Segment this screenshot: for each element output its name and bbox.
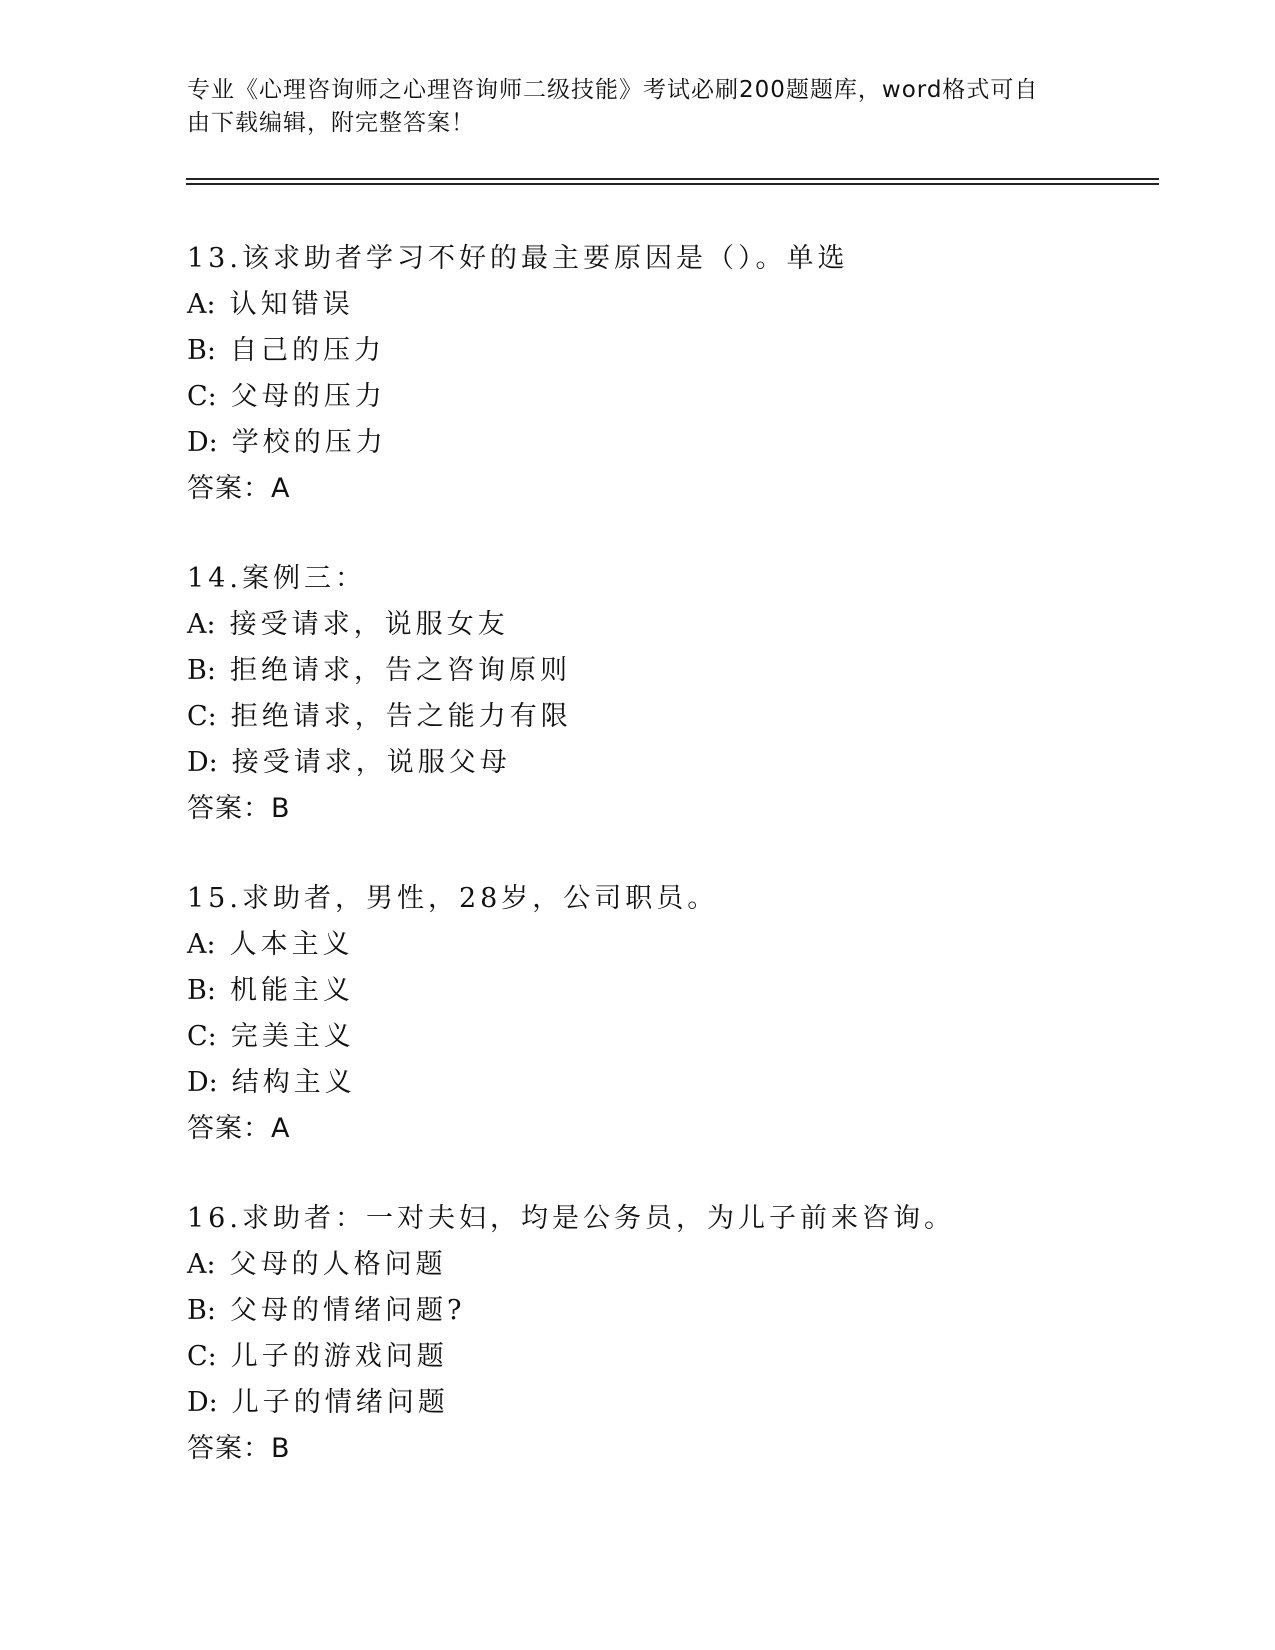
option-letter: B: bbox=[187, 655, 216, 686]
option-letter: D: bbox=[187, 747, 218, 778]
question-stem: 15.求助者，男性，28岁，公司职员。 bbox=[187, 883, 719, 914]
option-letter: D: bbox=[187, 427, 218, 458]
header-divider-bottom bbox=[186, 183, 1159, 185]
answer-line: 答案：B bbox=[187, 1433, 291, 1464]
option-text: 父母的情绪问题? bbox=[229, 1295, 466, 1326]
option-text: 机能主义 bbox=[229, 975, 354, 1006]
option-c bbox=[187, 1334, 1167, 1380]
option-letter: A: bbox=[187, 289, 216, 320]
answer-line: 答案：B bbox=[187, 793, 291, 824]
option-d bbox=[187, 420, 1167, 466]
question-16 bbox=[187, 1196, 1167, 1472]
option-text: 学校的压力 bbox=[231, 427, 387, 458]
question-stem: 13.该求助者学习不好的最主要原因是（）。单选 bbox=[187, 243, 849, 274]
option-c bbox=[187, 1014, 1167, 1060]
option-d bbox=[187, 740, 1167, 786]
option-text: 父母的人格问题 bbox=[229, 1249, 447, 1280]
question-stem: 14.案例三： bbox=[187, 563, 366, 594]
option-text: 接受请求，说服女友 bbox=[229, 609, 509, 640]
option-letter: C: bbox=[187, 701, 217, 732]
question-13 bbox=[187, 236, 1167, 512]
header-line-1: 专业《心理咨询师之心理咨询师二级技能》考试必刷200题题库，word格式可自 bbox=[187, 77, 1039, 103]
option-letter: A: bbox=[187, 1249, 216, 1280]
option-letter: C: bbox=[187, 381, 217, 412]
header-line-2: 由下载编辑，附完整答案！ bbox=[187, 110, 475, 136]
answer-line: 答案：A bbox=[187, 473, 291, 504]
option-letter: C: bbox=[187, 1341, 217, 1372]
option-a bbox=[187, 922, 1167, 968]
option-b bbox=[187, 968, 1167, 1014]
option-letter: B: bbox=[187, 975, 216, 1006]
option-text: 结构主义 bbox=[231, 1067, 356, 1098]
option-text: 认知错误 bbox=[229, 289, 354, 320]
option-d bbox=[187, 1380, 1167, 1426]
question-stem: 16.求助者：一对夫妇，均是公务员，为儿子前来咨询。 bbox=[187, 1203, 955, 1234]
option-text: 儿子的情绪问题 bbox=[231, 1387, 449, 1418]
question-14 bbox=[187, 556, 1167, 832]
option-letter: D: bbox=[187, 1387, 218, 1418]
option-letter: C: bbox=[187, 1021, 217, 1052]
option-letter: D: bbox=[187, 1067, 218, 1098]
header-divider-top bbox=[186, 178, 1159, 180]
option-text: 接受请求，说服父母 bbox=[231, 747, 511, 778]
option-letter: A: bbox=[187, 929, 216, 960]
question-15 bbox=[187, 876, 1167, 1152]
option-b bbox=[187, 328, 1167, 374]
option-d bbox=[187, 1060, 1167, 1106]
option-c bbox=[187, 694, 1167, 740]
option-text: 父母的压力 bbox=[230, 381, 386, 412]
option-text: 儿子的游戏问题 bbox=[230, 1341, 448, 1372]
question-list bbox=[187, 236, 1167, 1516]
option-a bbox=[187, 282, 1167, 328]
option-letter: B: bbox=[187, 335, 216, 366]
option-b bbox=[187, 648, 1167, 694]
option-a bbox=[187, 602, 1167, 648]
option-letter: B: bbox=[187, 1295, 216, 1326]
option-text: 自己的压力 bbox=[229, 335, 385, 366]
document-header bbox=[187, 74, 1087, 140]
answer-line: 答案：A bbox=[187, 1113, 291, 1144]
option-c bbox=[187, 374, 1167, 420]
option-a bbox=[187, 1242, 1167, 1288]
option-letter: A: bbox=[187, 609, 216, 640]
option-text: 人本主义 bbox=[229, 929, 354, 960]
option-text: 完美主义 bbox=[230, 1021, 355, 1052]
option-text: 拒绝请求，告之咨询原则 bbox=[229, 655, 571, 686]
option-b bbox=[187, 1288, 1167, 1334]
option-text: 拒绝请求，告之能力有限 bbox=[230, 701, 572, 732]
